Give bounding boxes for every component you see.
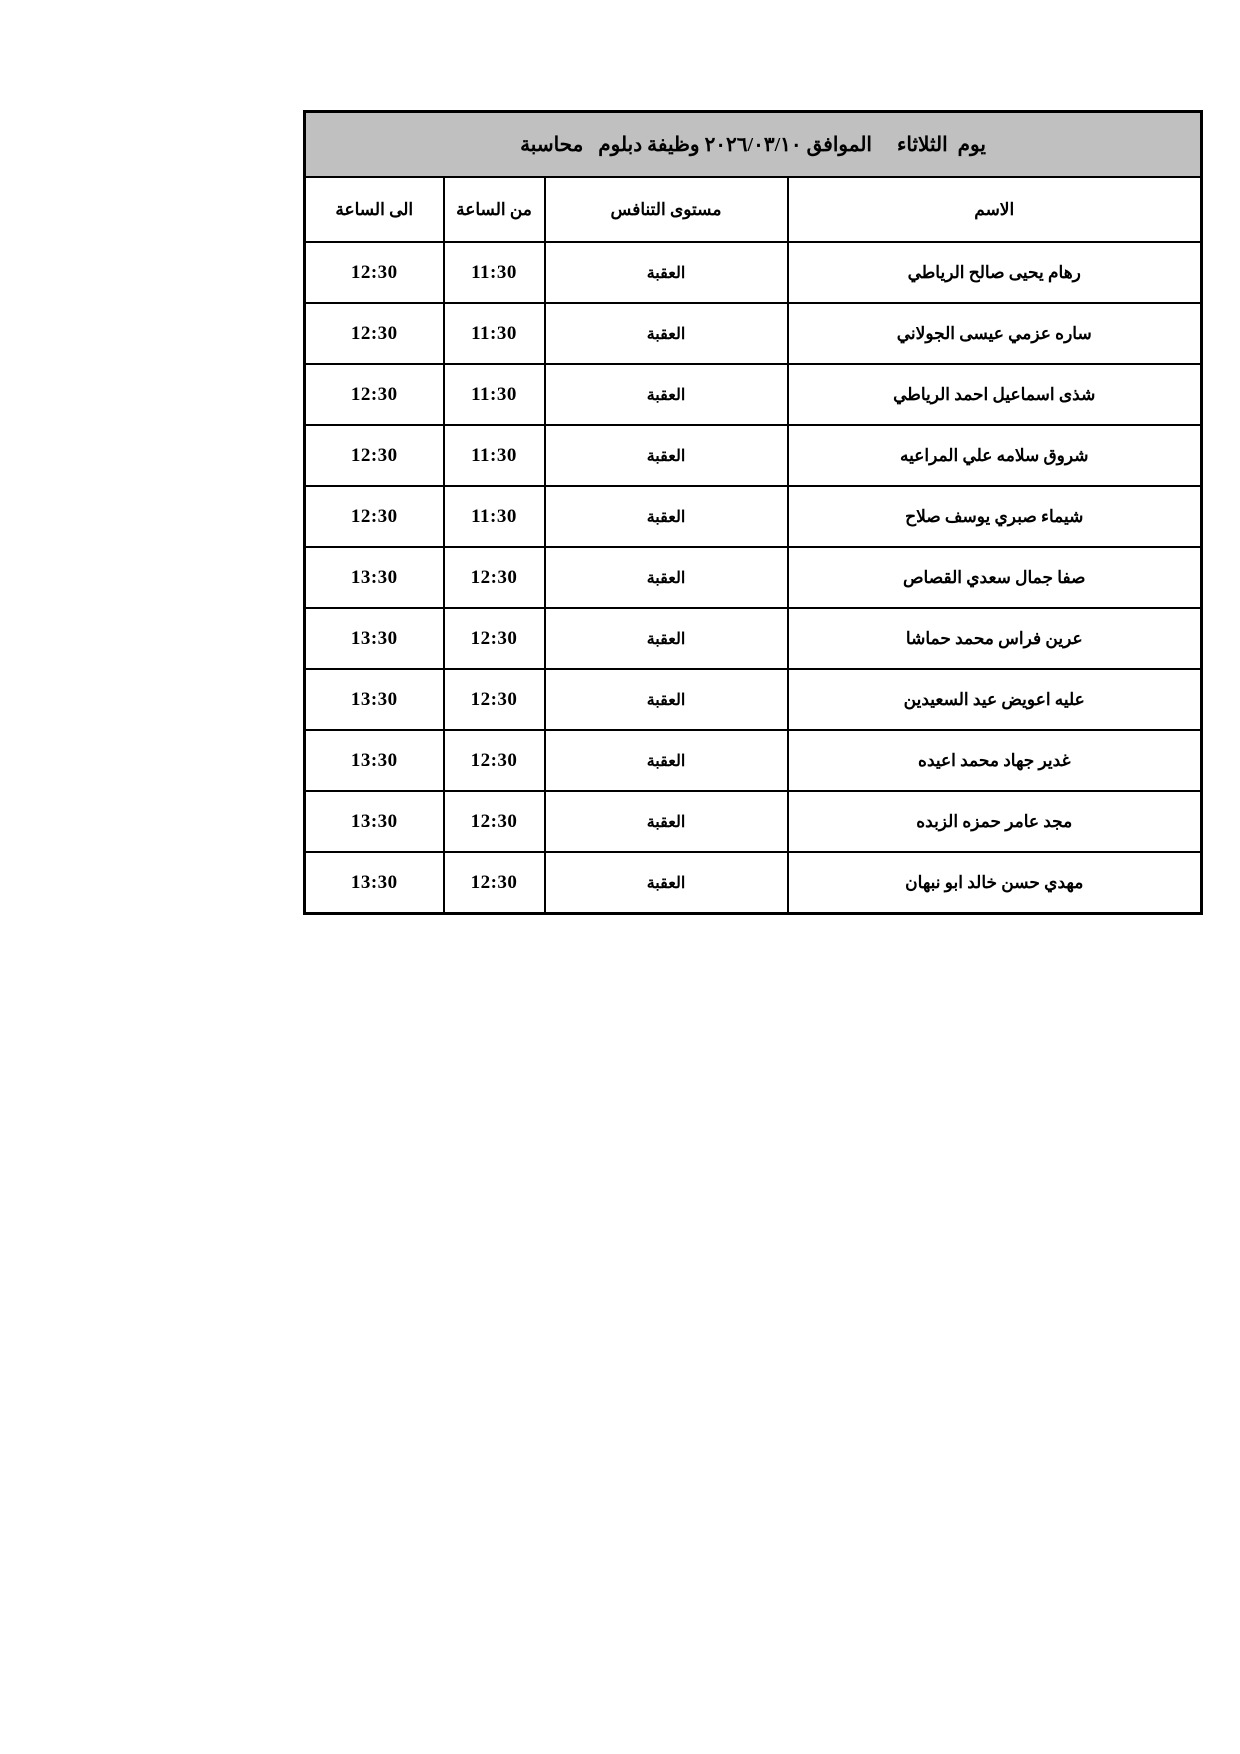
to-time: 13:30 — [305, 791, 444, 852]
table-row — [305, 852, 1202, 914]
candidate-name: غدير جهاد محمد اعيده — [788, 730, 1202, 791]
competition-level: العقبة — [545, 608, 788, 669]
table-row — [305, 303, 1202, 364]
table-row — [305, 608, 1202, 669]
to-time: 12:30 — [305, 425, 444, 486]
table-row — [305, 486, 1202, 547]
competition-level: العقبة — [545, 425, 788, 486]
from-time: 12:30 — [444, 608, 545, 669]
candidate-name: عليه اعويض عيد السعيدين — [788, 669, 1202, 730]
from-time: 12:30 — [444, 852, 545, 914]
competition-level: العقبة — [545, 852, 788, 914]
from-time: 12:30 — [444, 547, 545, 608]
candidate-name: صفا جمال سعدي القصاص — [788, 547, 1202, 608]
competition-level: العقبة — [545, 669, 788, 730]
table-row — [305, 730, 1202, 791]
candidate-name: عرين فراس محمد حماشا — [788, 608, 1202, 669]
from-time: 12:30 — [444, 669, 545, 730]
table-row — [305, 669, 1202, 730]
to-time: 12:30 — [305, 303, 444, 364]
table-title-row — [305, 112, 1202, 178]
schedule-table — [303, 110, 1203, 915]
candidate-name: شذى اسماعيل احمد الرياطي — [788, 364, 1202, 425]
competition-level: العقبة — [545, 547, 788, 608]
table-row — [305, 791, 1202, 852]
col-header-name: الاسم — [788, 177, 1202, 242]
table-row — [305, 547, 1202, 608]
competition-level: العقبة — [545, 730, 788, 791]
col-header-from: من الساعة — [444, 177, 545, 242]
competition-level: العقبة — [545, 303, 788, 364]
competition-level: العقبة — [545, 364, 788, 425]
table-row — [305, 425, 1202, 486]
to-time: 12:30 — [305, 364, 444, 425]
table-row — [305, 364, 1202, 425]
candidate-name: ساره عزمي عيسى الجولاني — [788, 303, 1202, 364]
to-time: 13:30 — [305, 852, 444, 914]
to-time: 13:30 — [305, 669, 444, 730]
from-time: 11:30 — [444, 364, 545, 425]
candidate-name: شيماء صبري يوسف صلاح — [788, 486, 1202, 547]
schedule-table-wrapper — [303, 110, 1200, 915]
competition-level: العقبة — [545, 791, 788, 852]
col-header-level: مستوى التنافس — [545, 177, 788, 242]
candidate-name: مهدي حسن خالد ابو نبهان — [788, 852, 1202, 914]
from-time: 11:30 — [444, 242, 545, 303]
table-title: يوم الثلاثاء الموافق ٢٠٢٦/٠٣/١٠ وظيفة دبلوم محاسبة — [305, 112, 1202, 178]
from-time: 12:30 — [444, 791, 545, 852]
to-time: 13:30 — [305, 608, 444, 669]
table-header-row — [305, 177, 1202, 242]
competition-level: العقبة — [545, 486, 788, 547]
from-time: 11:30 — [444, 303, 545, 364]
to-time: 13:30 — [305, 547, 444, 608]
to-time: 12:30 — [305, 242, 444, 303]
to-time: 13:30 — [305, 730, 444, 791]
col-header-to: الى الساعة — [305, 177, 444, 242]
table-row — [305, 242, 1202, 303]
candidate-name: رهام يحيى صالح الرياطي — [788, 242, 1202, 303]
from-time: 11:30 — [444, 486, 545, 547]
to-time: 12:30 — [305, 486, 444, 547]
candidate-name: شروق سلامه علي المراعيه — [788, 425, 1202, 486]
competition-level: العقبة — [545, 242, 788, 303]
from-time: 12:30 — [444, 730, 545, 791]
candidate-name: مجد عامر حمزه الزبده — [788, 791, 1202, 852]
from-time: 11:30 — [444, 425, 545, 486]
